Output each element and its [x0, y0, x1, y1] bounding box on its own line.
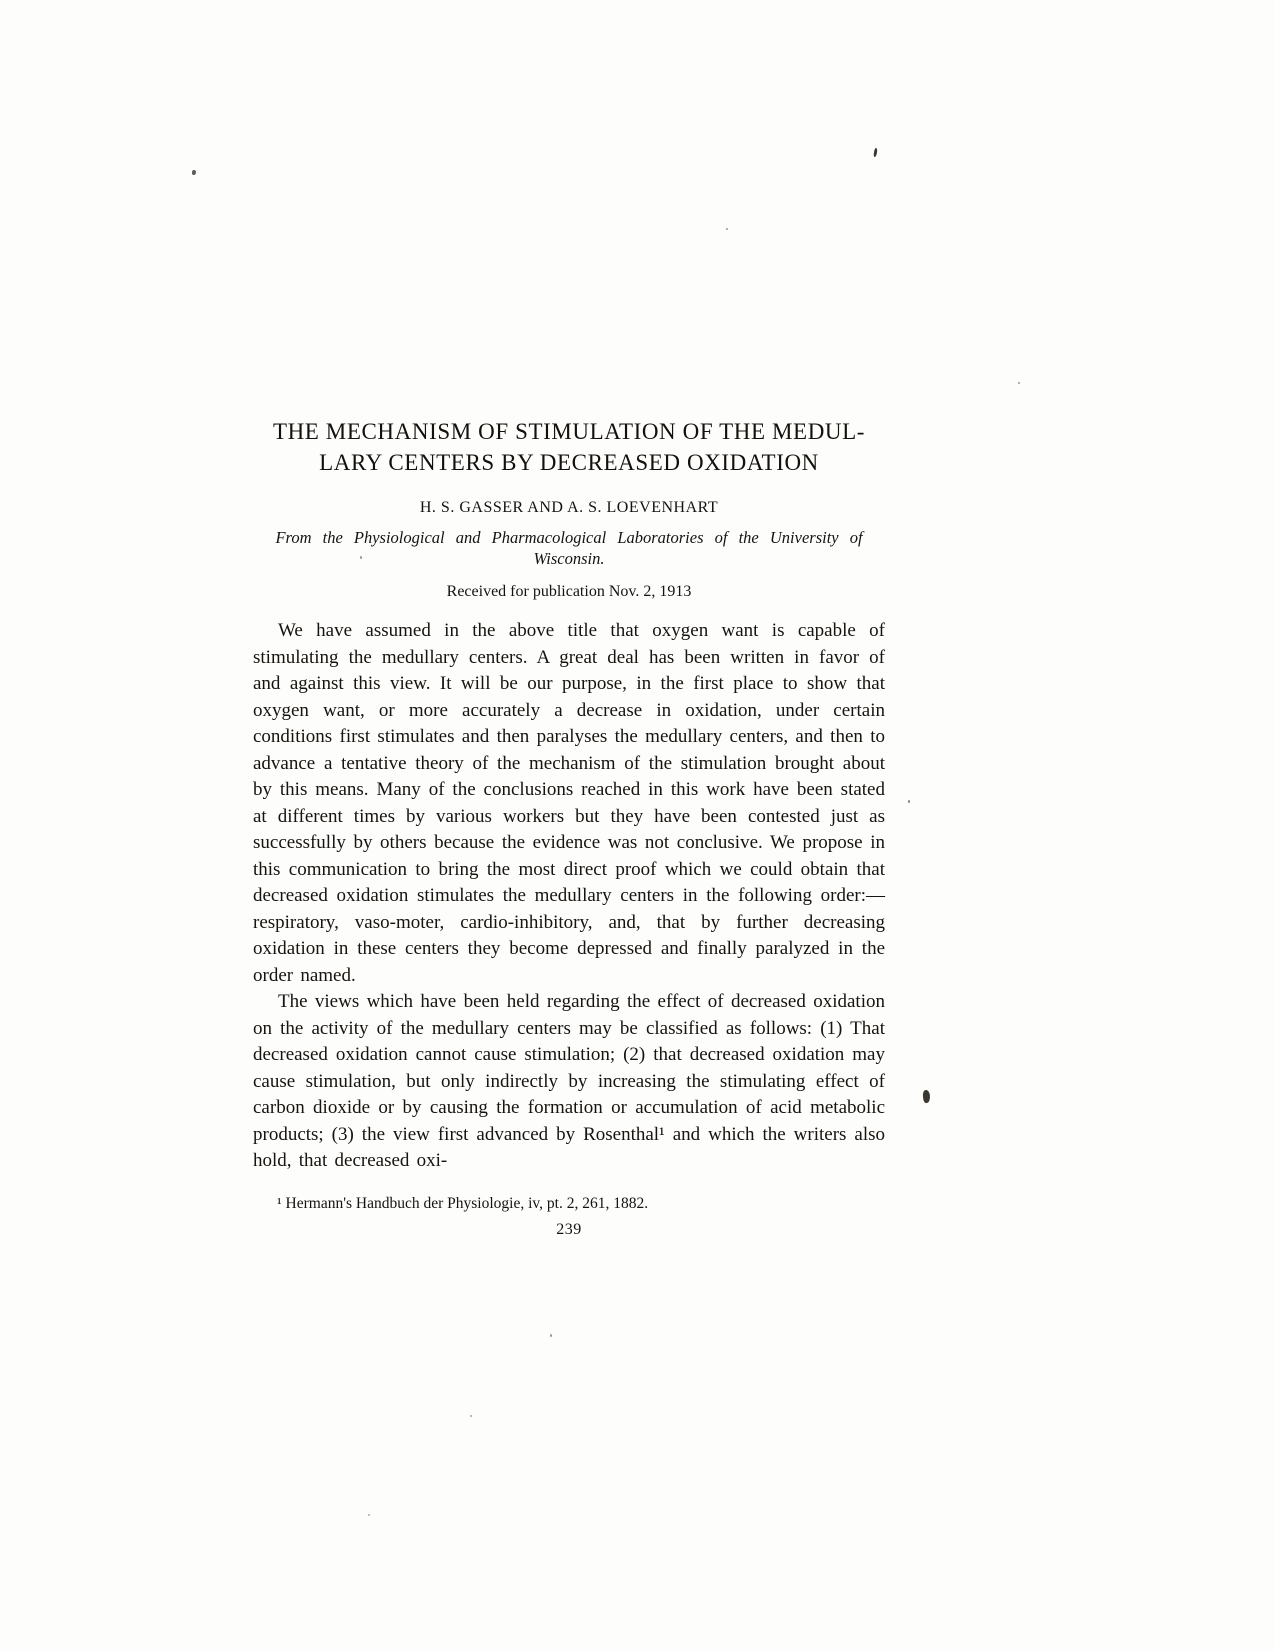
paper-title-line2: LARY CENTERS BY DECREASED OXIDATION	[319, 450, 819, 476]
scan-speck	[1018, 382, 1020, 384]
authors-line: H. S. GASSER AND A. S. LOEVENHART	[419, 498, 719, 516]
paper-title	[253, 416, 885, 479]
scan-speck	[726, 228, 728, 230]
scan-speck	[470, 1415, 472, 1417]
scan-speck	[922, 1090, 930, 1104]
scan-speck	[550, 1334, 552, 1337]
paragraph-1: We have assumed in the above title that oxygen want is capable of stimulating the medullary centers. A great deal has been written in favor of and against this view. It will be our purpose, in the first place to show that oxygen want, or more accurately a decrease in oxidation, under certain conditions first stimulates and then paralyses the medullary centers, and then to advance a tentative theory of the mechanism of the stimulation brought about by this means. Many of the conclusions reached in this work have been stated at different times by various workers but they have been contested just as successfully by others because the evidence was not conclusive. We propose in this communication to bring the most direct proof which we could obtain that decreased oxidation stimulates the medullary centers in the following order:—respiratory, vaso-moter, cardio-inhibitory, and, that by further decreasing oxidation in these centers they become depressed and finally paralyzed in the order named.	[253, 620, 885, 986]
page-number: 239	[556, 1220, 582, 1238]
paragraph-2: The views which have been held regarding the effect of decreased oxidation on the activity of the medullary centers may be classified as follows: (1) That decreased oxidation cannot cause stimulation; (2) that decreased oxidation may cause stimulation, but only indirectly by increasing the stimulating effect of carbon dioxide or by causing the formation or accumulation of acid metabolic products; (3) the view first advanced by Rosenthal¹ and which the writers also hold, that decreased oxi-	[253, 991, 885, 1172]
footnote: ¹ Hermann's Handbuch der Physiologie, iv, pt. 2, 261, 1882.	[277, 1194, 649, 1212]
article-content	[253, 416, 885, 1239]
paper-title-line1: THE MECHANISM OF STIMULATION OF THE MEDUL-	[272, 419, 866, 444]
affiliation-line1: From the Physiological and Pharmacological Laboratories of the University of	[275, 527, 863, 547]
scan-speck	[192, 170, 196, 175]
scan-speck	[873, 148, 877, 157]
received-note: Received for publication Nov. 2, 1913	[446, 583, 692, 601]
scan-speck	[368, 1514, 370, 1516]
affiliation	[253, 527, 885, 571]
scan-speck	[908, 800, 910, 803]
affiliation-line2: Wisconsin.	[533, 549, 605, 569]
